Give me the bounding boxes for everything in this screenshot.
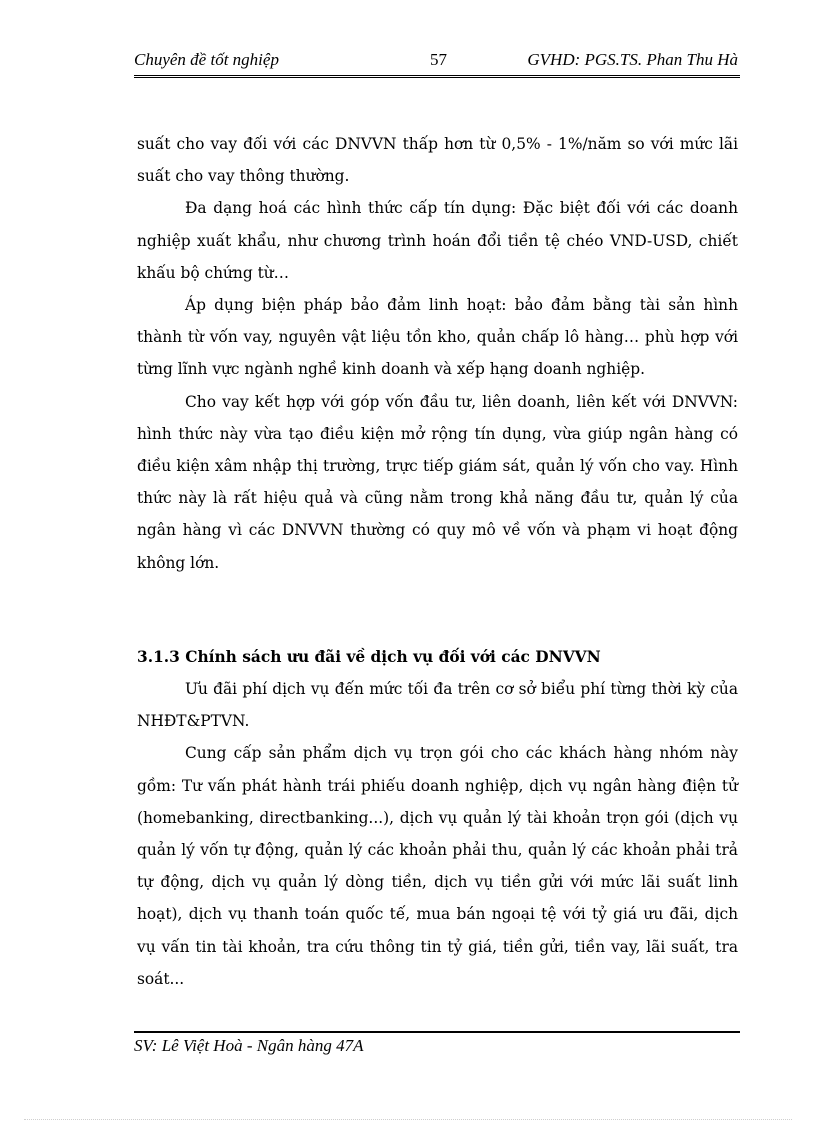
page-header — [134, 46, 740, 74]
section-spacer — [137, 579, 738, 641]
page-footer: SV: Lê Việt Hoà - Ngân hàng 47A — [134, 1036, 364, 1055]
header-advisor: GVHD: PGS.TS. Phan Thu Hà — [527, 50, 738, 69]
paragraph-continuation: suất cho vay đối với các DNVVN thấp hơn từ 0,5% - 1%/năm so với mức lãi suất cho vay thông thường. — [137, 135, 738, 186]
header-rule — [134, 75, 740, 78]
page-edge-divider — [24, 1119, 792, 1120]
page-body — [137, 128, 738, 995]
footer-rule — [134, 1031, 740, 1033]
paragraph-collateral: Áp dụng biện pháp bảo đảm linh hoạt: bảo đảm bằng tài sản hình thành từ vốn vay, nguyên vật liệu tồn kho, quản chấp lô hàng… phù hợp với từng lĩnh vực ngành nghề kinh doanh và xếp hạng doanh nghiệp. — [137, 296, 738, 379]
paragraph-joint-investment: Cho vay kết hợp với góp vốn đầu tư, liên doanh, liên kết với DNVVN: hình thức này vừa tạo điều kiện mở rộng tín dụng, vừa giúp ngân hàng có điều kiện xâm nhập thị trường, trực tiếp giám sát, quản lý vốn cho vay. Hình thức này là rất hiệu quả và cũng nằm trong khả năng đầu tư, quản lý của ngân hàng vì các DNVVN thường có quy mô về vốn và phạm vi hoạt động không lớn. — [137, 392, 738, 572]
paragraph-package-services: Cung cấp sản phẩm dịch vụ trọn gói cho các khách hàng nhóm này gồm: Tư vấn phát hành trái phiếu doanh nghiệp, dịch vụ ngân hàng điện tử (homebanking, directbanking...), dịch vụ quản lý tài khoản trọn gói (dịch vụ quản lý vốn tự động, quản lý các khoản phải thu, quản lý các khoản phải trả tự động, dịch vụ quản lý dòng tiền, dịch vụ tiền gửi với mức lãi suất linh hoạt), dịch vụ thanh toán quốc tế, mua bán ngoại tệ với tỷ giá ưu đãi, dịch vụ vấn tin tài khoản, tra cứu thông tin tỷ giá, tiền gửi, tiền vay, lãi suất, tra soát... — [137, 744, 738, 988]
paragraph-credit-forms: Đa dạng hoá các hình thức cấp tín dụng: Đặc biệt đối với các doanh nghiệp xuất khẩu, như chương trình hoán đổi tiền tệ chéo VND-USD, chiết khấu bộ chứng từ… — [137, 199, 738, 282]
page-number: 57 — [430, 50, 447, 69]
header-document-title: Chuyên đề tốt nghiệp — [134, 50, 279, 69]
paragraph-service-fees: Ưu đãi phí dịch vụ đến mức tối đa trên cơ sở biểu phí từng thời kỳ của NHĐT&PTVN. — [137, 680, 738, 731]
section-heading: 3.1.3 Chính sách ưu đãi về dịch vụ đối với các DNVVN — [137, 647, 601, 666]
